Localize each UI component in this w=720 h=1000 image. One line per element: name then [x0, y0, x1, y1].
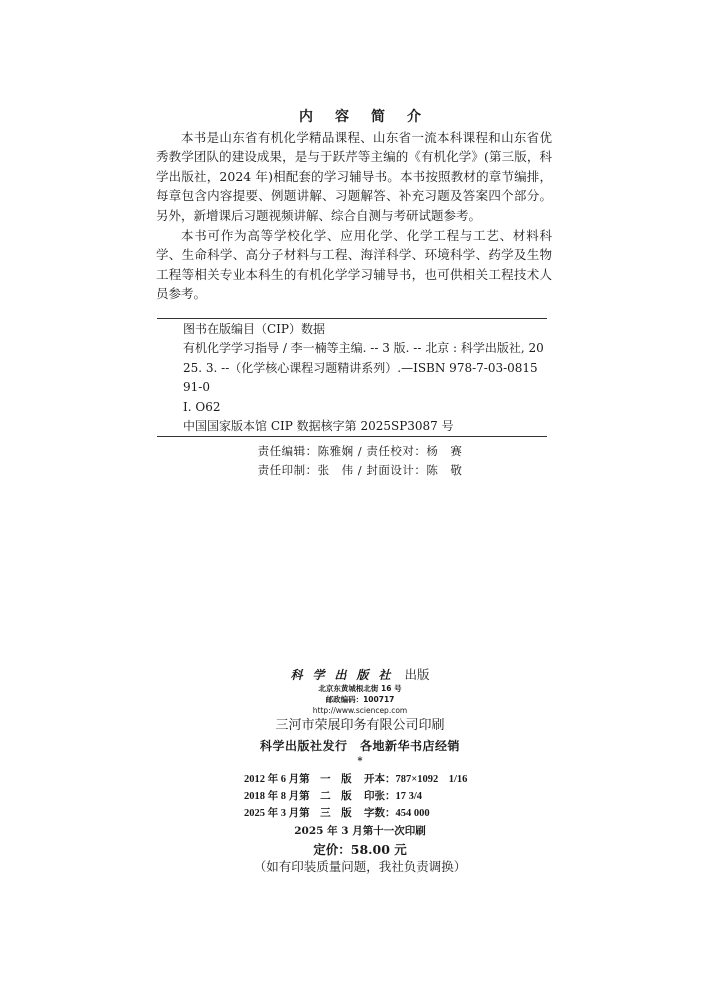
distribution-line: 科学出版社发行 各地新华书店经销 [259, 739, 460, 753]
cip-top-rule [157, 318, 547, 319]
price: 定价：58.00 元 [313, 842, 407, 857]
staff-line-2: 责任印制：张 伟 / 封面设计：陈 敬 [257, 462, 463, 477]
cip-record-number: 中国国家版本馆 CIP 数据核字第 2025SP3087 号 [183, 419, 454, 434]
edition-date: 2012 年 6 月第 一 版 [244, 774, 352, 785]
edition-row [0, 789, 720, 805]
edition-row [0, 806, 720, 822]
edition-row [0, 772, 720, 788]
cip-block [183, 320, 545, 436]
staff-line-1: 责任编辑：陈雅娴 / 责任校对：杨 赛 [257, 444, 463, 458]
edition-label: 印张： [364, 791, 396, 802]
staff-credits [0, 442, 720, 479]
edition-date: 2025 年 3 月第 三 版 [244, 808, 352, 819]
publisher-website: http://www.sciencep.com [312, 706, 408, 715]
cip-bottom-rule [157, 436, 547, 437]
separator-star: * [357, 756, 363, 767]
summary-paragraph-2: 本书可作为高等学校化学、应用化学、化学工程与工艺、材料科学、生命科学、高分子材料与工程、海洋科学、环境科学、药学及生物工程等相关专业本科生的有机化学学习辅导书，也可供相关工程技术人员参考。 [156, 228, 552, 302]
edition-date: 2018 年 8 月第 二 版 [244, 791, 352, 802]
print-count: 2025 年 3 月第十一次印刷 [294, 825, 426, 837]
edition-value: 454 000 [395, 808, 430, 819]
cip-classification: Ⅰ. O62 [183, 399, 221, 414]
publisher-logo-name: 科学出版社 [290, 668, 401, 682]
summary-paragraph-1: 本书是山东省有机化学精品课程、山东省一流本科课程和山东省优秀教学团队的建设成果，是与于跃芹等主编的《有机化学》(第三版，科学出版社，2024 年)相配套的学习辅导书。本书按照教材的章节编排，每章包含内容提要、例题讲解、习题解答、补充习题及答案四个部分。另外，新增课后习题视频讲解、综合自测与考研试题参考。 [156, 130, 552, 223]
publisher-address: 北京东黄城根北街 16 号 [318, 684, 402, 693]
cip-description: 有机化学学习指导 / 李一楠等主编. -- 3 版. -- 北京 : 科学出版社, 2025. 3. --（化学核心课程习题精讲系列）.—ISBN 978-7-03-081591-0 [183, 341, 544, 395]
printer-line: 三河市荣展印务有限公司印刷 [275, 718, 445, 733]
cip-title: 图书在版编目（CIP）数据 [183, 322, 325, 336]
summary-title: 内容简介 [299, 109, 443, 125]
publisher-line [0, 665, 720, 683]
publisher-suffix: 出版 [404, 667, 430, 682]
edition-label: 开本： [364, 774, 396, 785]
publisher-postcode: 邮政编码：100717 [325, 695, 395, 704]
edition-value: 787×1092 1/16 [395, 774, 468, 785]
edition-label: 字数： [364, 808, 396, 819]
quality-notice: （如有印装质量问题，我社负责调换） [253, 859, 467, 874]
edition-value: 17 3/4 [395, 791, 423, 802]
